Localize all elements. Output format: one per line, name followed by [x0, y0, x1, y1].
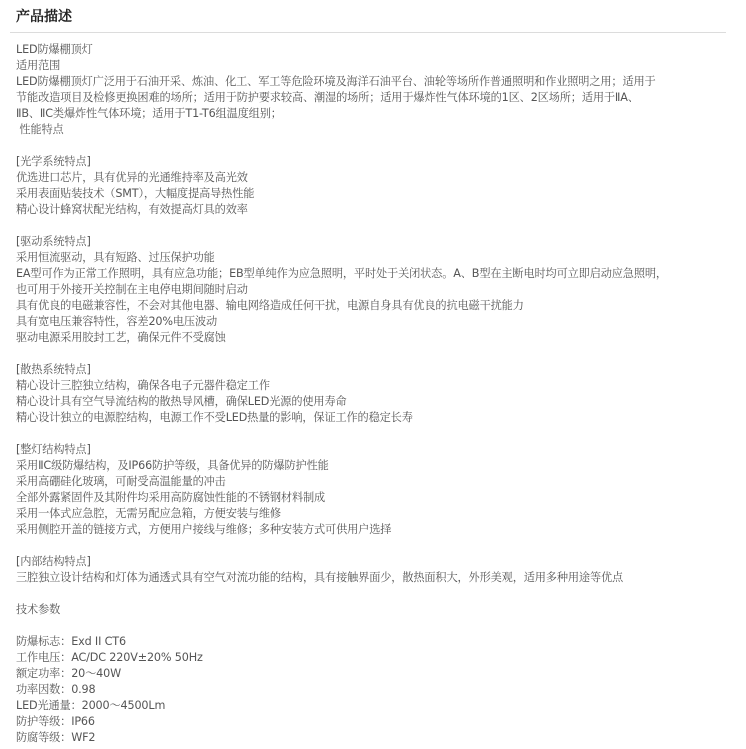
drive-heading: [驱动系统特点]: [16, 235, 91, 248]
scope-text-line: ⅡB、ⅡC类爆炸性气体环境；适用于T1-T6组温度组别；: [16, 107, 282, 120]
structure-heading: [整灯结构特点]: [16, 443, 91, 456]
spec-luminous-flux: LED光通量：2000～4500Lm: [16, 699, 166, 712]
thermal-heading: [散热系统特点]: [16, 363, 91, 376]
thermal-item: 精心设计三腔独立结构，确保各电子元器件稳定工作: [16, 379, 270, 392]
tech-params-heading: 技术参数: [16, 603, 61, 616]
drive-item: 也可用于外接开关控制在主电停电期间随时启动: [16, 283, 248, 296]
drive-item: EA型可作为正常工作照明，具有应急功能；EB型单纯作为应急照明，平时处于关闭状态。A、B型在主断电时均可立即启动应急照明，: [16, 267, 667, 280]
optical-item: 优选进口芯片，具有优异的光通维持率及高光效: [16, 171, 248, 184]
spec-explosion-mark: 防爆标志：Exd II CT6: [16, 635, 126, 648]
optical-item: 精心设计蜂窝状配光结构，有效提高灯具的效率: [16, 203, 248, 216]
drive-item: 具有优良的电磁兼容性，不会对其他电器、输电网络造成任何干扰，电源自身具有优良的抗电磁干扰能力: [16, 299, 524, 312]
drive-item: 具有宽电压兼容特性，容差20%电压波动: [16, 315, 218, 328]
spec-ip-rating: 防护等级：IP66: [16, 715, 95, 728]
drive-item: 采用恒流驱动，具有短路、过压保护功能: [16, 251, 215, 264]
features-heading: 性能特点: [16, 123, 64, 136]
product-description-header: [10, 6, 726, 33]
optical-item: 采用表面贴装技术（SMT），大幅度提高导热性能: [16, 187, 255, 200]
optical-heading: [光学系统特点]: [16, 155, 91, 168]
structure-item: 采用ⅡC级防爆结构，及IP66防护等级，具备优异的防爆防护性能: [16, 459, 329, 472]
spec-voltage: 工作电压：AC/DC 220V±20% 50Hz: [16, 651, 203, 664]
drive-item: 驱动电源采用胶封工艺，确保元件不受腐蚀: [16, 331, 226, 344]
structure-item: 采用一体式应急腔，无需另配应急箱，方便安装与维修: [16, 507, 281, 520]
spec-rated-power: 额定功率：20～40W: [16, 667, 122, 680]
internal-item: 三腔独立设计结构和灯体为通透式具有空气对流功能的结构，具有接触界面少，散热面积大，外形美观，适用多种用途等优点: [16, 571, 624, 584]
scope-heading: 适用范围: [16, 59, 61, 72]
product-name: LED防爆棚顶灯: [16, 43, 93, 56]
internal-heading: [内部结构特点]: [16, 555, 91, 568]
spec-power-factor: 功率因数：0.98: [16, 683, 96, 696]
scope-text-line: 节能改造项目及检修更换困难的场所；适用于防护要求较高、潮湿的场所；适用于爆炸性气体环境的1区、2区场所；适用于ⅡA、: [16, 91, 639, 104]
thermal-item: 精心设计独立的电源腔结构，电源工作不受LED热量的影响，保证工作的稳定长寿: [16, 411, 413, 424]
scope-text-line: LED防爆棚顶灯广泛用于石油开采、炼油、化工、军工等危险环境及海洋石油平台、油轮等场所作普通照明和作业照明之用；适用于: [16, 75, 656, 88]
description-body: [16, 42, 722, 746]
structure-item: 全部外露紧固件及其附件均采用高防腐蚀性能的不锈钢材料制成: [16, 491, 326, 504]
section-title: 产品描述: [16, 9, 72, 25]
structure-item: 采用侧腔开盖的链接方式，方便用户接线与维修；多种安装方式可供用户选择: [16, 523, 392, 536]
thermal-item: 精心设计具有空气导流结构的散热导风槽，确保LED光源的使用寿命: [16, 395, 347, 408]
structure-item: 采用高硼硅化玻璃，可耐受高温能量的冲击: [16, 475, 226, 488]
spec-corrosion-rating: 防腐等级：WF2: [16, 731, 96, 744]
